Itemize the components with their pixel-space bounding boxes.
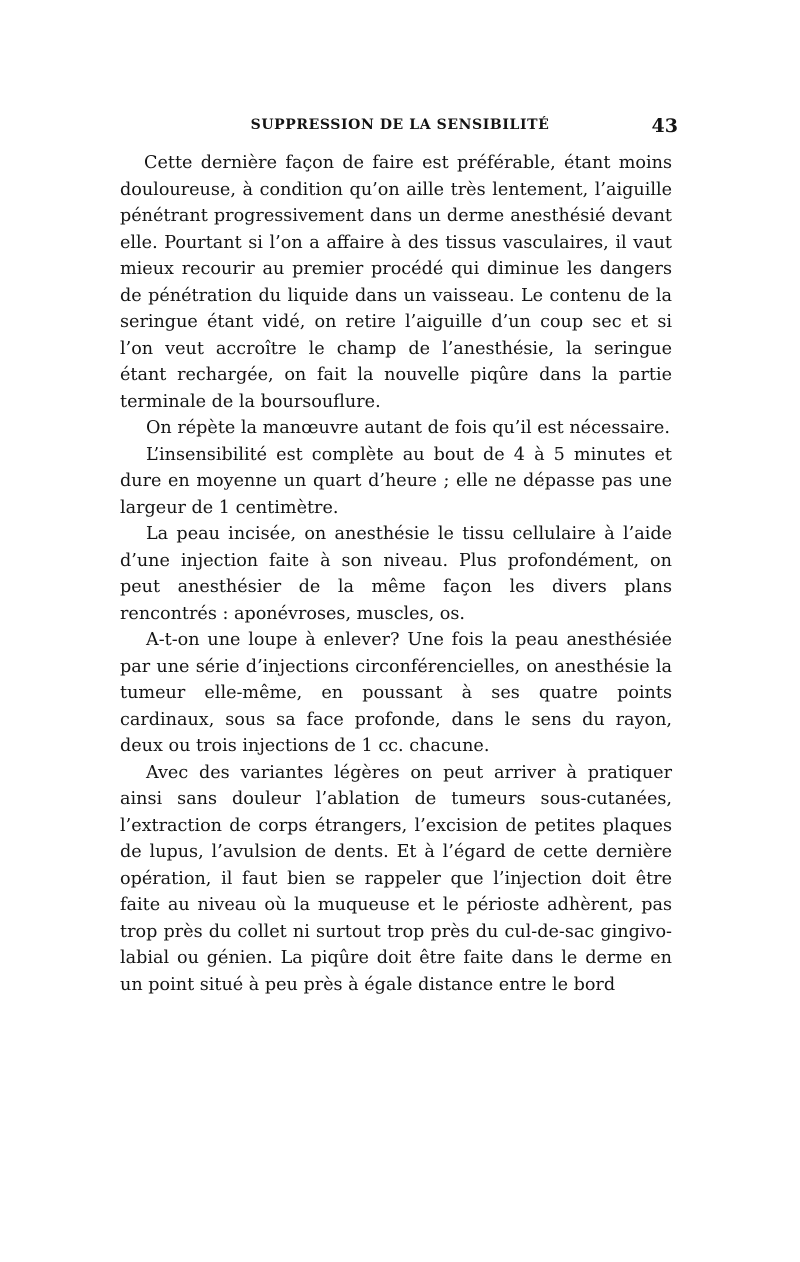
paragraph: L’insensibilité est complète au bout de 4 à 5 minutes et dure en moyenne un quart d’heure ; elle ne dépasse pas une largeur de 1 centimètre.	[120, 444, 672, 518]
page-number: 43	[651, 115, 678, 137]
paragraph: La peau incisée, on anesthésie le tissu cellulaire à l’aide d’une injection faite à son niveau. Plus profondément, on peut anesthésier de la même façon les divers plans rencontrés : aponévroses, muscles, os.	[120, 524, 672, 624]
running-title: SUPPRESSION DE LA SENSIBILITÉ	[250, 117, 550, 133]
running-head	[120, 117, 680, 143]
body-text	[120, 150, 672, 998]
paragraph: Avec des variantes légères on peut arriver à pratiquer ainsi sans douleur l’ablation de tumeurs sous-cutanées, l’extraction de corps étrangers, l’excision de petites plaques de lupus, l’avulsion de dents. Et à l’égard de cette dernière opération, il faut bien se rappeler que l’injection doit être faite au niveau où la muqueuse et le périoste adhèrent, pas trop près du collet ni surtout trop près du cul-de-sac gingivo-labial ou génien. La piqûre doit être faite dans le derme en un point situé à peu près à égale distance entre le bord	[120, 762, 672, 995]
paragraph: A-t-on une loupe à enlever? Une fois la peau anesthésiée par une série d’injections circonférencielles, on anesthésie la tumeur elle-même, en poussant à ses quatre points cardinaux, sous sa face profonde, dans le sens du rayon, deux ou trois injections de 1 cc. chacune.	[120, 630, 672, 756]
paragraph: Cette dernière façon de faire est préférable, étant moins douloureuse, à condition qu’on aille très lentement, l’aiguille pénétrant progressivement dans un derme anesthésié devant elle. Pourtant si l’on a affaire à des tissus vasculaires, il vaut mieux recourir au premier procédé qui diminue les dangers de pénétration du liquide dans un vaisseau. Le contenu de la seringue étant vidé, on retire l’aiguille d’un coup sec et si l’on veut accroître le champ de l’anesthésie, la seringue étant rechargée, on fait la nouvelle piqûre dans la partie terminale de la boursouflure.	[120, 153, 672, 412]
paragraph: On répète la manœuvre autant de fois qu’il est nécessaire.	[146, 418, 670, 438]
